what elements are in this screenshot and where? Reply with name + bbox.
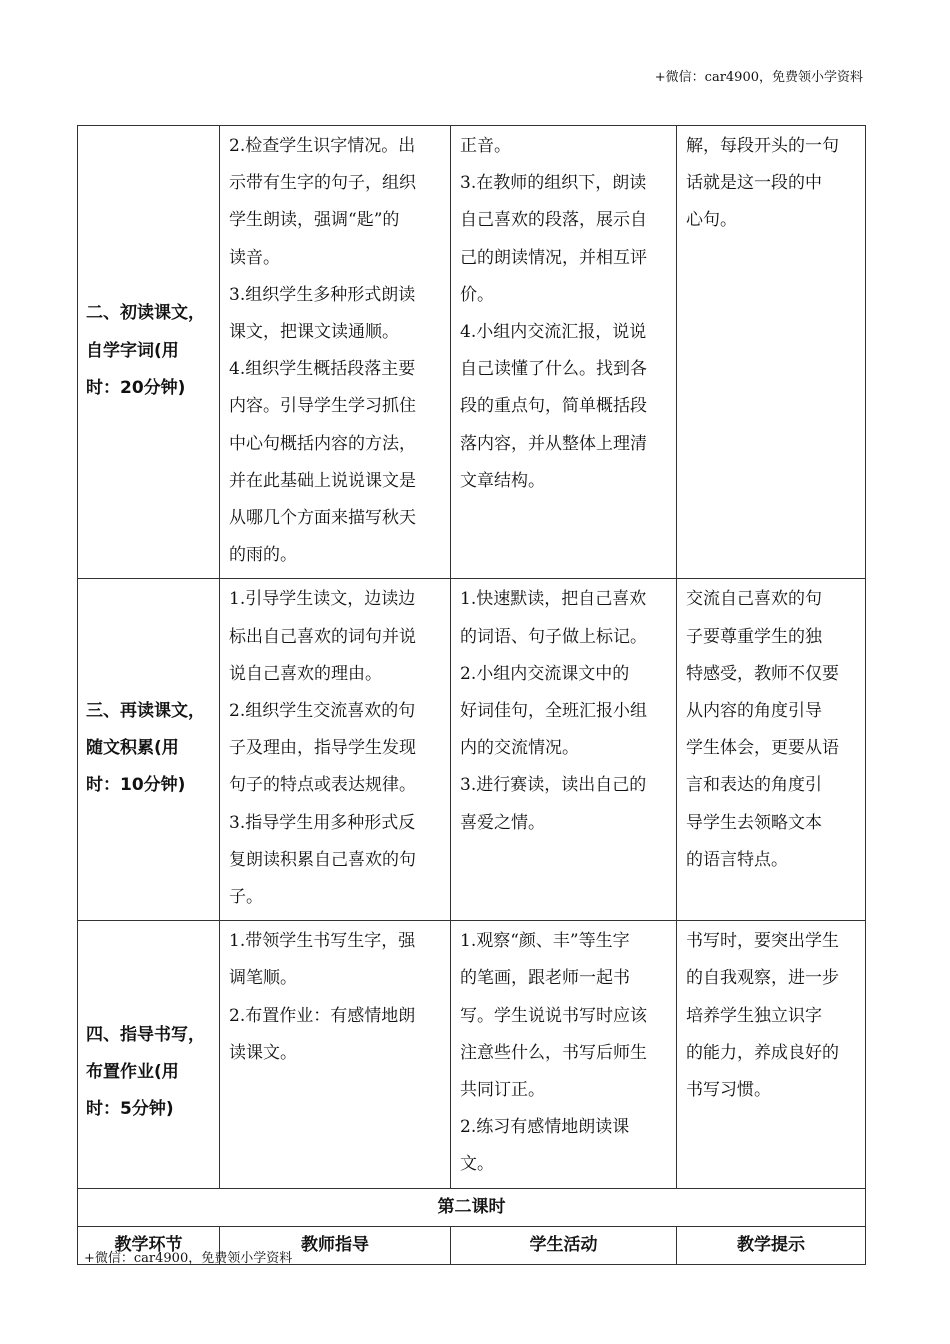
section-title: 第二课时 bbox=[78, 1188, 866, 1226]
text-line: 言和表达的角度引 bbox=[686, 775, 822, 796]
text-line: 3.组织学生多种形式朗读 bbox=[229, 284, 416, 305]
text-line: 导学生去领略文本 bbox=[686, 812, 822, 833]
table-row bbox=[78, 126, 866, 579]
table-row bbox=[78, 921, 866, 1188]
text-line: 注意些什么，书写后师生 bbox=[460, 1042, 647, 1063]
text-line: 时：20分钟) bbox=[86, 377, 186, 398]
teacher-guidance-cell bbox=[220, 126, 451, 579]
text-line: 从哪几个方面来描写秋天 bbox=[229, 508, 416, 529]
text-line: 文章结构。 bbox=[460, 470, 545, 491]
text-line: 解，每段开头的一句 bbox=[686, 136, 839, 156]
text-line: 的自我观察，进一步 bbox=[686, 968, 839, 989]
text-line: 话就是这一段的中 bbox=[686, 173, 822, 194]
column-header-student: 学生活动 bbox=[451, 1226, 677, 1264]
table-row bbox=[78, 579, 866, 921]
stage-cell bbox=[78, 921, 220, 1188]
text-line: 2.练习有感情地朗读课 bbox=[460, 1117, 630, 1138]
text-line: 写。学生说说书写时应该 bbox=[460, 1005, 647, 1026]
text-line: 二、初读课文， bbox=[86, 303, 205, 324]
text-line: 自学字词(用 bbox=[86, 340, 179, 361]
header-note: +微信：car4900，免费领小学资料 bbox=[654, 70, 863, 85]
text-line: 中心句概括内容的方法， bbox=[229, 433, 416, 454]
text-line: 特感受，教师不仅要 bbox=[686, 663, 839, 684]
text-line: 调笔顺。 bbox=[229, 968, 297, 989]
column-header-stage: 教学环节 bbox=[78, 1226, 220, 1264]
text-line: 文。 bbox=[460, 1154, 494, 1175]
text-line: 说自己喜欢的理由。 bbox=[229, 663, 382, 684]
text-line: 自己读懂了什么。找到各 bbox=[460, 359, 647, 380]
text-line: 2.小组内交流课文中的 bbox=[460, 663, 630, 684]
text-line: 随文积累(用 bbox=[86, 738, 179, 759]
text-line: 的雨的。 bbox=[229, 545, 297, 566]
stage-cell bbox=[78, 579, 220, 921]
stage-cell bbox=[78, 126, 220, 579]
text-line: 标出自己喜欢的词句并说 bbox=[229, 626, 416, 647]
text-line: 1.快速默读，把自己喜欢 bbox=[460, 589, 647, 610]
text-line: 子及理由，指导学生发现 bbox=[229, 738, 416, 759]
text-line: 四、指导书写， bbox=[86, 1024, 205, 1045]
text-line: 子要尊重学生的独 bbox=[686, 626, 822, 647]
teacher-guidance-cell bbox=[220, 579, 451, 921]
text-line: 课文，把课文读通顺。 bbox=[229, 322, 399, 343]
text-line: 内容。引导学生学习抓住 bbox=[229, 396, 416, 417]
text-line: 喜爱之情。 bbox=[460, 812, 545, 833]
teaching-tip-cell bbox=[677, 921, 866, 1188]
text-line: 交流自己喜欢的句 bbox=[686, 589, 822, 610]
column-header-tip: 教学提示 bbox=[677, 1226, 866, 1264]
text-line: 内的交流情况。 bbox=[460, 738, 579, 759]
text-line: 句子的特点或表达规律。 bbox=[229, 775, 416, 796]
text-line: 复朗读积累自己喜欢的句 bbox=[229, 849, 416, 870]
text-line: 的词语、句子做上标记。 bbox=[460, 626, 647, 647]
text-line: 2.布置作业：有感情地朗 bbox=[229, 1005, 416, 1026]
footer-note: +微信：car4900，免费领小学资料 bbox=[84, 1251, 293, 1266]
text-line: 从内容的角度引导 bbox=[686, 701, 822, 722]
text-line: 书写习惯。 bbox=[686, 1080, 771, 1101]
student-activity-cell bbox=[451, 921, 677, 1188]
text-line: 1.带领学生书写生字，强 bbox=[229, 931, 416, 952]
lesson-plan-table bbox=[77, 125, 866, 1265]
text-line: 2.检查学生识字情况。出 bbox=[229, 136, 416, 156]
text-line: 三、再读课文， bbox=[86, 701, 205, 722]
text-line: 4.组织学生概括段落主要 bbox=[229, 359, 416, 380]
text-line: 读音。 bbox=[229, 247, 280, 268]
section-row bbox=[78, 1188, 866, 1226]
text-line: 学生体会，更要从语 bbox=[686, 738, 839, 759]
text-line: 1.引导学生读文，边读边 bbox=[229, 589, 416, 610]
teacher-guidance-cell bbox=[220, 921, 451, 1188]
text-line: 并在此基础上说说课文是 bbox=[229, 470, 416, 491]
text-line: 段的重点句，简单概括段 bbox=[460, 396, 647, 417]
text-line: 3.进行赛读，读出自己的 bbox=[460, 775, 647, 796]
text-line: 共同订正。 bbox=[460, 1080, 545, 1101]
text-line: 的语言特点。 bbox=[686, 849, 788, 870]
text-line: 的能力，养成良好的 bbox=[686, 1042, 839, 1063]
text-line: 子。 bbox=[229, 887, 263, 908]
text-line: 2.组织学生交流喜欢的句 bbox=[229, 701, 416, 722]
text-line: 培养学生独立识字 bbox=[686, 1005, 822, 1026]
text-line: 布置作业(用 bbox=[86, 1061, 179, 1082]
text-line: 好词佳句，全班汇报小组 bbox=[460, 701, 647, 722]
student-activity-cell bbox=[451, 126, 677, 579]
text-line: 时：5分钟) bbox=[86, 1099, 174, 1120]
text-line: 价。 bbox=[460, 284, 494, 305]
text-line: 4.小组内交流汇报，说说 bbox=[460, 322, 647, 343]
text-line: 落内容，并从整体上理清 bbox=[460, 433, 647, 454]
text-line: 时：10分钟) bbox=[86, 775, 186, 796]
text-line: 己的朗读情况，并相互评 bbox=[460, 247, 647, 268]
text-line: 读课文。 bbox=[229, 1042, 297, 1063]
text-line: 3.指导学生用多种形式反 bbox=[229, 812, 416, 833]
text-line: 书写时，要突出学生 bbox=[686, 931, 839, 952]
student-activity-cell bbox=[451, 579, 677, 921]
text-line: 的笔画，跟老师一起书 bbox=[460, 968, 630, 989]
text-line: 心句。 bbox=[686, 210, 737, 231]
text-line: 正音。 bbox=[460, 136, 511, 156]
text-line: 3.在教师的组织下，朗读 bbox=[460, 173, 647, 194]
teaching-tip-cell bbox=[677, 126, 866, 579]
text-line: 学生朗读，强调“匙”的 bbox=[229, 210, 400, 231]
text-line: 自己喜欢的段落，展示自 bbox=[460, 210, 647, 231]
text-line: 1.观察“颜、丰”等生字 bbox=[460, 931, 630, 952]
teaching-tip-cell bbox=[677, 579, 866, 921]
text-line: 示带有生字的句子，组织 bbox=[229, 173, 416, 194]
column-header-teacher: 教师指导 bbox=[220, 1226, 451, 1264]
